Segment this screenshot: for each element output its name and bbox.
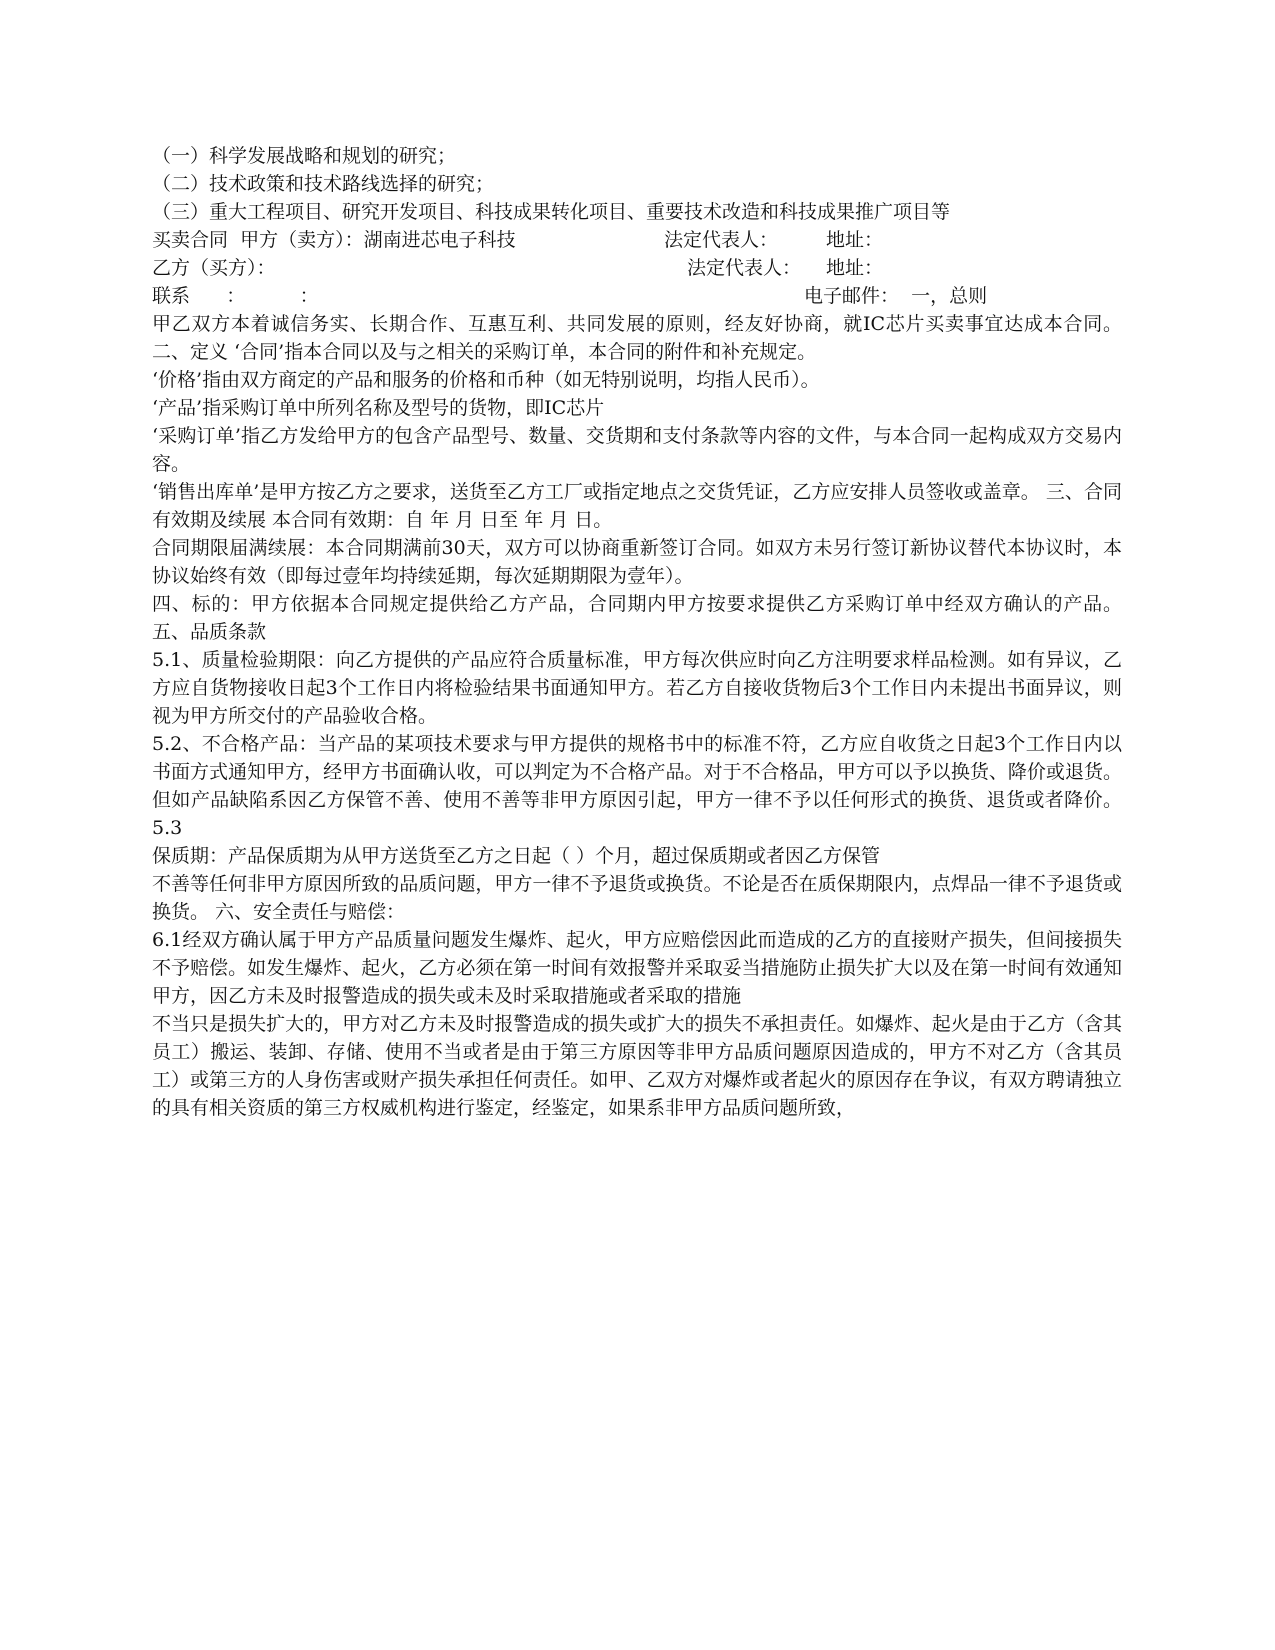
contact-row	[152, 282, 1122, 310]
list-item-1: （一）科学发展战略和规划的研究；	[152, 145, 457, 167]
contract-body	[152, 310, 1122, 1122]
paragraph-liability: 不当只是损失扩大的，甲方对乙方未及时报警造成的损失或扩大的损失不承担责任。如爆炸、起火是由于乙方（含其员工）搬运、装卸、存储、使用不当或者是由于第三方原因等非甲方品质问题原因造成的，甲方不对乙方（含其员工）或第三方的人身伤害或财产损失承担任何责任。如甲、乙双方对爆炸或者起火的原因存在争议，有双方聘请独立的具有相关资质的第三方权威机构进行鉴定，经鉴定，如果系非甲方品质问题所致，	[152, 1013, 1122, 1119]
party-a-addr: 地址：	[826, 229, 884, 251]
paragraph-subject: 四、标的：甲方依据本合同规定提供给乙方产品，合同期内甲方按要求提供乙方采购订单中经双方确认的产品。 五、品质条款	[152, 593, 1122, 643]
list-item-2: （二）技术政策和技术路线选择的研究；	[152, 173, 495, 195]
paragraph-delivery-note: ‘销售出库单’是甲方按乙方之要求，送货至乙方工厂或指定地点之交货凭证，乙方应安排人员签收或盖章。 三、合同有效期及续展 本合同有效期：自 年 月 日至 年 月 日。	[152, 481, 1122, 531]
party-a-row	[152, 226, 1122, 254]
party-b-addr: 地址：	[826, 257, 884, 279]
paragraph-general: 甲乙双方本着诚信务实、长期合作、互惠互利、共同发展的原则，经友好协商，就IC芯片买卖事宜达成本合同。 二、定义 ‘合同’指本合同以及与之相关的采购订单，本合同的附件和补充规定。	[152, 313, 1122, 363]
paragraph-price: ‘价格’指由双方商定的产品和服务的价格和币种（如无特别说明，均指人民币）。	[152, 369, 820, 391]
party-a-rep: 法定代表人：	[664, 229, 779, 251]
paragraph-quality-issues: 不善等任何非甲方原因所致的品质问题，甲方一律不予退货或换货。不论是否在质保期限内，点焊品一律不予退货或换货。 六、安全责任与赔偿：	[152, 873, 1122, 923]
party-b-row	[152, 254, 1122, 282]
paragraph-product: ‘产品’指采购订单中所列名称及型号的货物，即IC芯片	[152, 397, 605, 419]
paragraph-safety-6-1: 6.1经双方确认属于甲方产品质量问题发生爆炸、起火，甲方应赔偿因此而造成的乙方的直接财产损失，但间接损失不予赔偿。如发生爆炸、起火，乙方必须在第一时间有效报警并采取妥当措施防止损失扩大以及在第一时间有效通知甲方，因乙方未及时报警造成的损失或未及时采取措施或者采取的措施	[152, 929, 1122, 1007]
paragraph-inspection: 5.1、质量检验期限：向乙方提供的产品应符合质量标准，甲方每次供应时向乙方注明要求样品检测。如有异议，乙方应自货物接收日起3个工作日内将检验结果书面通知甲方。若乙方自接收货物后3个工作日内未提出书面异议，则视为甲方所交付的产品验收合格。	[152, 649, 1122, 727]
party-b-rep: 法定代表人：	[687, 257, 802, 279]
contact-email: 电子邮件： 一，总则	[804, 285, 988, 307]
paragraph-warranty: 保质期：产品保质期为从甲方送货至乙方之日起（ ）个月，超过保质期或者因乙方保管	[152, 845, 881, 867]
paragraph-purchase-order: ‘采购订单’指乙方发给甲方的包含产品型号、数量、交货期和支付条款等内容的文件，与本合同一起构成双方交易内容。	[152, 425, 1122, 475]
party-b-label: 乙方（买方）：	[152, 257, 276, 279]
contact-label: 联系 ： ：	[152, 285, 319, 307]
list-item-3: （三）重大工程项目、研究开发项目、科技成果转化项目、重要技术改造和科技成果推广项目等	[152, 201, 951, 223]
party-a-label: 买卖合同 甲方（卖方）：湖南进芯电子科技	[152, 229, 516, 251]
paragraph-nonconforming: 5.2、不合格产品：当产品的某项技术要求与甲方提供的规格书中的标准不符，乙方应自收货之日起3个工作日内以书面方式通知甲方，经甲方书面确认收，可以判定为不合格产品。对于不合格品，甲方可以予以换货、降价或退货。但如产品缺陷系因乙方保管不善、使用不善等非甲方原因引起，甲方一律不予以任何形式的换货、退货或者降价。 5.3	[152, 733, 1122, 839]
paragraph-renewal: 合同期限届满续展：本合同期满前30天，双方可以协商重新签订合同。如双方未另行签订新协议替代本协议时，本协议始终有效（即每过壹年均持续延期，每次延期期限为壹年）。	[152, 537, 1122, 587]
